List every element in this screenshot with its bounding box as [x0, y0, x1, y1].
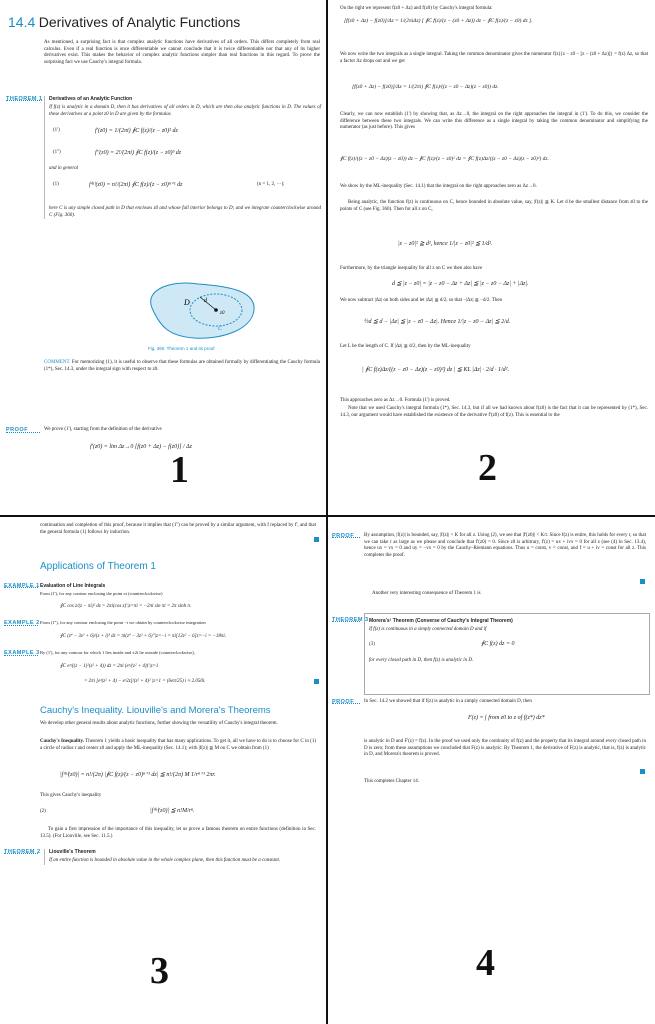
eq1: f'(z0) = 1/(2πi) ∮C f(z)/(z − z0)² dz — [95, 128, 178, 135]
theorem-2-text: If an entire function is bounded in absolute value in the whole complex plane, then this function must be a constant. — [49, 858, 281, 863]
example-2-equation: ∮C (z⁴ − 3z² + 6)/(z + i)³ dz = πi(z⁴ − 3z² + 6)''|z=−i = πi[12z² − 6]z=−i = −18πi. — [60, 634, 227, 639]
end-of-example-marker — [314, 679, 319, 684]
theorem-3-text: If f(z) is continuous in a simply connected domain D and if — [369, 627, 487, 632]
proof-label: PROOF — [6, 427, 29, 433]
eq3-note: (n = 1, 2, ···); — [257, 182, 285, 188]
section-heading — [8, 14, 318, 32]
intro-paragraph: As mentioned, a surprising fact is that complex analytic functions have derivatives of all orders. This differs completely from real calculus. Even if a real function is once differentiable we cannot conclude that it is twice differentiable nor that any of its higher derivatives exist. This makes the behavior of complex analytic functions simpler than real functions in this regard. To prove the surprising fact we use Cauchy's integral formula. — [44, 40, 320, 65]
fig-label-D: D — [184, 298, 190, 307]
p2-para-2: We now write the two integrals as a single integral. Taking the common denominator gives the numerator f(z){z − z0 − [z − (z0 + Δz)]} = f(z) Δz, so that a factor Δz drops out and we get — [340, 52, 648, 64]
comment-text: For memorizing (1), it is useful to observe that these formulas are obtained formally by differentiating the Cauchy formula (1*), Sec. 14.3, under the integral sign with respect to z0. — [44, 360, 321, 372]
p4-eq-i: F(z) = ∫ from z0 to z of f(z*) dz* — [468, 715, 545, 721]
p2-eq-g: | ∮C f(z)Δz/((z − z0 − Δz)(z − z0)²) dz | ≦ KL |Δz| · 2/d · 1/d². — [362, 367, 509, 373]
domain-d-shape — [151, 283, 254, 338]
example-2-label: EXAMPLE 2 — [4, 620, 40, 626]
eq3-label: (1) — [53, 182, 59, 188]
page-1 — [0, 0, 326, 515]
proof-label-4b: PROOF — [332, 699, 355, 705]
example-1-title: Evaluation of Line Integrals — [40, 583, 106, 589]
fig-label-z0: z0 — [220, 311, 225, 316]
page-number-2: 2 — [478, 447, 497, 489]
p2-eq-a: [f(z0 + Δz) − f(z0)]/Δz = 1/(2πiΔz) [ ∮C f(z)/(z − (z0 + Δz)) dz − ∮C f(z)/(z − z0) dz ]. — [344, 18, 533, 24]
p2-para-1: On the right we represent f(z0 + Δz) and f(z0) by Cauchy's integral formula: — [340, 6, 493, 11]
example-2-text: From (1''), for any contour enclosing the point −i we obtain by counterclockwise integration — [40, 620, 206, 625]
p2-para-10: Note that we used Cauchy's integral formula (1*), Sec. 14.3, but if all we had known about f(z0) is the fact that it can be represented by (1*), Sec. 14.3, our argument would have established the existence of the derivative f'(z0) of f(z). This is essential to the — [340, 406, 648, 418]
p2-para-9: This approaches zero as Δz→0. Formula (1') is proved. — [340, 398, 451, 403]
figure-360 — [134, 278, 264, 344]
p2-para-4: We show by the ML-inequality (Sec. 14.1) that the integral on the right approaches zero as Δz→0. — [340, 184, 537, 189]
theorem-2-box — [44, 849, 317, 865]
in-general-text: and in general — [49, 166, 79, 172]
example-1-equation: ∮C cos z/(z − πi)² dz = 2πi(cos z)'|z=πi = −2πi sin πi = 2π sinh π. — [60, 604, 192, 609]
eq1-label: (1') — [53, 128, 60, 134]
theorem-2-title: Liouville's Theorem — [49, 849, 96, 855]
p3-para-3-text: Theorem 1 yields a basic inequality that has many applications. To get it, all we have to do is to choose for C in (1) a circle of radius r and center z0 and apply the ML-inequality (Sec. 14.1); with |f(z)| ≦ M on C we obtain from (1) — [40, 739, 316, 751]
theorem-1-label: THEOREM 1 — [6, 96, 43, 102]
page-number-1: 1 — [170, 449, 189, 491]
p2-para-8: Let L be the length of C. If |Δz| ≦ d/2, then by the ML-inequality — [340, 344, 471, 349]
end-of-proof-marker-4 — [640, 579, 645, 584]
page-4 — [328, 517, 655, 1024]
p3-para-1: continuation and completion of this proof, because it implies that (1'') can be proved by a similar argument, with f replaced by f', and that the general formula (1) follows by induction. — [40, 523, 316, 535]
p2-para-3: Clearly, we can now establish (1') by showing that, as Δz→0, the integral on the right approaches the integral in (1'). To do this, we consider the difference between these two integrals. We can write this difference as a single integral by taking the common denominator and simplifying the numerator (as just before). This gives — [340, 112, 648, 131]
page-number-3: 3 — [150, 950, 169, 992]
p2-eq-d: |z − z0|² ≧ d², hence 1/|z − z0|² ≦ 1/d². — [398, 241, 493, 247]
p2-para-5: Being analytic, the function f(z) is continuous on C, hence bounded in absolute value, say, |f(z)| ≦ K. Let d be the smallest distance from z0 to the points of C (see Fig. 360). Then for all z on C, — [340, 200, 648, 212]
p2-para-6: Furthermore, by the triangle inequality for all z on C we then also have — [340, 266, 483, 271]
p2-eq-e: d ≦ |z − z0| = |z − z0 − Δz + Δz| ≦ |z − z0 − Δz| + |Δz|. — [392, 281, 529, 287]
cauchy-heading: Cauchy's Inequality. Liouville's and Morera's Theorems — [40, 705, 271, 716]
theorem-1-equations — [49, 122, 321, 200]
fig-label-C: C — [218, 326, 223, 332]
figure-caption: Fig. 360. Theorem 1 and its proof — [148, 346, 215, 351]
example-3-text: By (1'), for any contour for which 1 lies inside and ±2i lie outside (counterclockwise), — [40, 650, 195, 655]
eq2-label-p3: (2) — [40, 809, 46, 814]
proof-text: We prove (1'), starting from the definition of the derivative — [44, 427, 162, 432]
p3-para-3 — [40, 739, 316, 752]
p3-para-2: We develop other general results about analytic functions, further showing the versatility of Cauchy's integral theorem. — [40, 721, 278, 726]
proof-equation: f'(z0) = lim Δz→0 [f(z0 + Δz) − f(z0)] / Δz — [90, 444, 192, 450]
theorem-3-after: for every closed path in D, then f(z) is analytic in D. — [369, 657, 474, 663]
theorem-1-text: If f(z) is analytic in a domain D, then it has derivatives of all orders in D, which are then also analytic functions in D. The values of these derivatives at a point z0 in D are given by the formulas — [49, 105, 321, 117]
comment-paragraph — [44, 360, 320, 373]
p4-proof-1: By assumption, |f(z)| is bounded, say, |f(z)| < K for all z. Using (2), we see that |f'(z0)| < K/r. Since f(z) is entire, this holds for every r, so that we can take r as large as we please and conclude that f'(z0) = 0. Since z0 is arbitrary, f'(z) = ux + ivx = 0 for all z (see (4) in Sec. 13.4), hence ux = vx = 0 and uy = −vx = 0 by the Cauchy–Riemann equations. Thus u = const, v = const, and f = u + iv = const for all z. This completes the proof. — [364, 533, 646, 558]
theorem-3-label: THEOREM 3 — [332, 617, 369, 623]
example-1-label: EXAMPLE 1 — [4, 583, 40, 589]
p3-para-4: This gives Cauchy's inequality — [40, 793, 102, 798]
example-3-label: EXAMPLE 3 — [4, 650, 40, 656]
morera-eq: ∮C f(z) dz = 0 — [481, 640, 515, 647]
p4-para-4: This completes Chapter 14. — [364, 779, 419, 784]
end-of-proof-marker-4b — [640, 769, 645, 774]
p4-para-3: is analytic in D and F'(z) = f(z). In the proof we used only the continuity of f(z) and the property that its integral around every closed path in D is zero; from these assumptions we concluded that F(z) is analytic. By Theorem 1, the derivative of F(z) is analytic, that is, f(z) is analytic in D, and Morera's theorem is proved. — [364, 739, 646, 758]
eq2: f''(z0) = 2!/(2πi) ∮C f(z)/(z − z0)³ dz — [95, 150, 182, 157]
section-title: Derivatives of Analytic Functions — [38, 14, 241, 30]
applications-heading: Applications of Theorem 1 — [40, 561, 156, 572]
theorem-3-box — [364, 613, 650, 695]
p2-eq-c: ∮C f(z)/((z − z0 − Δz)(z − z0)) dz − ∮C f(z)/(z − z0)² dz = ∮C f(z)Δz/((z − z0 − Δz)(z − z0)²) dz. — [340, 156, 549, 162]
theorem-1-after: here C is any simple closed path in D that encloses z0 and whose full interior belongs to D; and we integrate counterclockwise around C (Fig. 360). — [49, 206, 321, 218]
example-3-equation-1: ∮C eᶻ/((z − 1)²(z² + 4)) dz = 2πi (eᶻ/(z² + 4))'|z=1 — [60, 664, 159, 669]
section-number: 14.4 — [8, 14, 36, 30]
p4-para-2: Another very interesting consequence of Theorem 1 is — [372, 591, 481, 596]
example-1-text: From (1'), for any contour enclosing the point πi (counterclockwise) — [40, 591, 163, 596]
eq2-label: (1'') — [53, 150, 61, 156]
example-3-equation-2: = 2πi [eᶻ(z² + 4) − eᶻ2z]/(z² + 4)² |z=1 = (6eπ/25) i ≈ 2.050i. — [84, 679, 206, 684]
theorem-3-title: Morera's¹ Theorem (Converse of Cauchy's Integral Theorem) — [369, 618, 513, 624]
p2-para-7: We now subtract |Δz| on both sides and let |Δz| ≦ d/2, so that −|Δz| ≧ −d/2. Then — [340, 298, 503, 303]
cauchy-inequality-eq: |f⁽ⁿ⁾(z0)| ≦ n!M/rⁿ. — [150, 808, 195, 814]
theorem-3-eq-row — [369, 634, 645, 658]
fig-label-d: d — [204, 298, 207, 304]
eq3-label-p4: (3) — [369, 641, 375, 647]
comment-label: COMMENT. — [44, 360, 71, 365]
page-3 — [0, 517, 326, 1024]
theorem-1-box — [44, 96, 321, 219]
end-of-proof-marker — [314, 537, 319, 542]
page-2 — [328, 0, 655, 515]
eq3: f⁽ⁿ⁾(z0) = n!/(2πi) ∮C f(z)/(z − z0)ⁿ⁺¹ dz — [89, 182, 183, 189]
p3-eq-h: |f⁽ⁿ⁾(z0)| = n!/(2π) |∮C f(z)/(z − z0)ⁿ⁺¹ dz| ≦ n!/(2π) M 1/rⁿ⁺¹ 2πr. — [60, 772, 216, 778]
cauchy-inequality-bold: Cauchy's Inequality. — [40, 739, 84, 744]
theorem-2-label: THEOREM 2 — [4, 849, 41, 855]
theorem-1-title: Derivatives of an Analytic Function — [49, 96, 133, 102]
p3-para-5: To gain a first impression of the importance of this inequality, let us prove a famous theorem on entire functions (definition in Sec. 13.5). (For Liouville, see Sec. 11.5.) — [40, 827, 316, 839]
p2-eq-b: [f(z0 + Δz) − f(z0)]/Δz = 1/(2πi) ∮C f(z)/((z − z0 − Δz)(z − z0)) dz. — [352, 84, 499, 90]
p2-eq-f: ½d ≦ d − |Δz| ≦ |z − z0 − Δz|. Hence 1/|z − z0 − Δz| ≦ 2/d. — [364, 319, 511, 325]
page-number-4: 4 — [476, 942, 495, 984]
proof-label-4: PROOF — [332, 533, 355, 539]
p4-proof-2: In Sec. 14.2 we showed that if f(z) is analytic in a simply connected domain D, then — [364, 699, 532, 704]
